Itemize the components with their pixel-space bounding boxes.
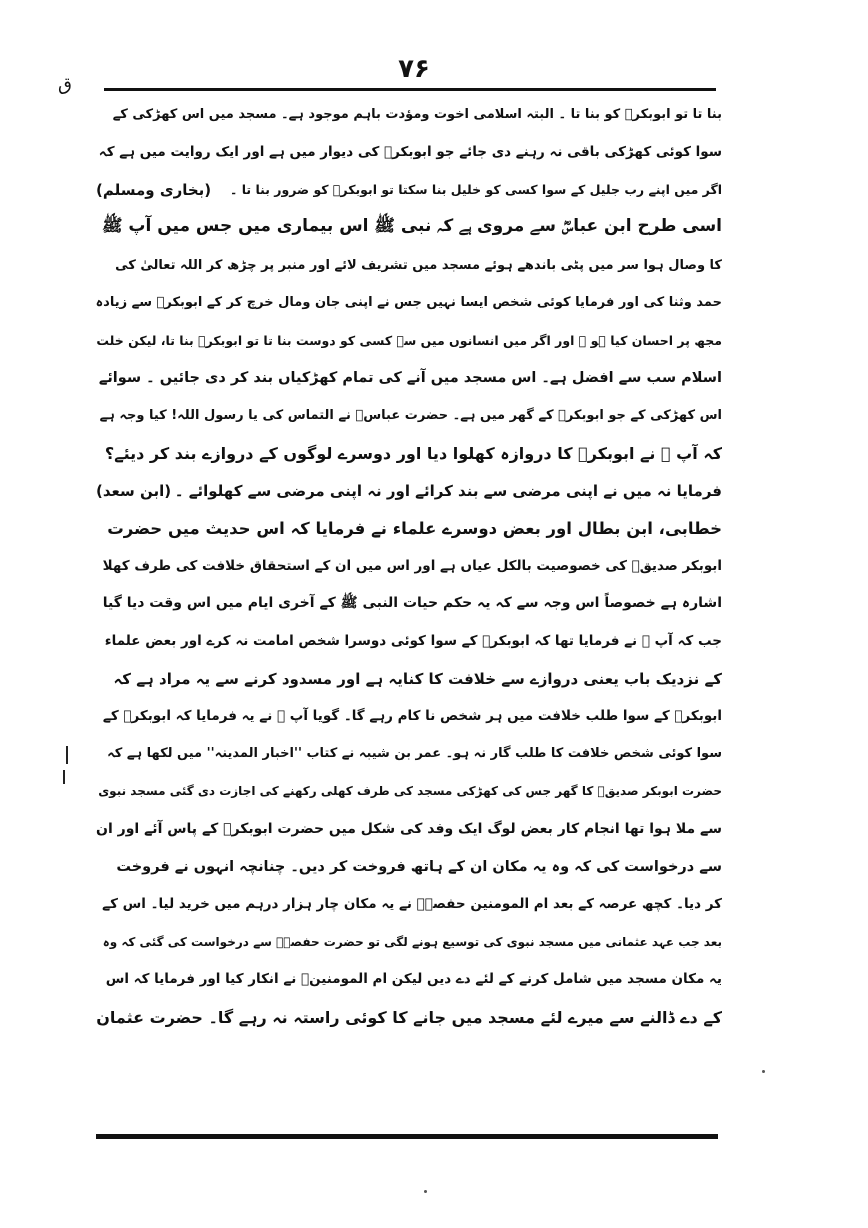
- text-line: کہ آپ ﷺ نے ابوبکرؓ کا دروازہ کھلوا دیا اور دوسرے لوگوں کے دروازے بند کر دیئے؟: [104, 443, 722, 463]
- citation: (بخاری ومسلم): [96, 180, 212, 199]
- text-line: سے ملا ہوا تھا انجام کار بعض لوگ ایک وفد کی شکل میں حضرت ابوبکرؓ کے پاس آئے اور ان: [96, 821, 722, 838]
- corner-mark: ق: [58, 74, 72, 95]
- text-line: اسلام سب سے افضل ہے۔ اس مسجد میں آنے کی تمام کھڑکیاں بند کر دی جائیں ۔ سوائے: [98, 369, 722, 386]
- scan-speck: [424, 1190, 427, 1193]
- text-line: کے نزدیک باب یعنی دروازے سے خلافت کا کنایہ ہے اور مسدود کرنے سے یہ مراد ہے کہ: [113, 669, 722, 688]
- text-line: کر دیا۔ کچھ عرصہ کے بعد ام المومنین حفصہؓ نے یہ مکان چار ہزار درہم میں خرید لیا۔ اس کے: [102, 896, 722, 913]
- text-line: کے دے ڈالنے سے میرے لئے مسجد میں جانے کا کوئی راستہ نہ رہے گا۔ حضرت عثمان: [96, 1007, 722, 1027]
- text-line: کا وصال ہوا سر میں پٹی باندھے ہوئے مسجد میں تشریف لائے اور منبر پر چڑھ کر اللہ تعالیٰ کی: [115, 257, 722, 273]
- text-line: جب کہ آپ ﷺ نے فرمایا تھا کہ ابوبکرؓ کے سوا کوئی دوسرا شخص امامت نہ کرے اور بعض علماء: [104, 633, 722, 650]
- text-line: ابوبکرؓ کے سوا طلب خلافت میں ہر شخص نا کام رہے گا۔ گویا آپ ﷺ نے یہ فرمایا کہ ابوبکرؓ کے: [102, 708, 722, 725]
- text-line: اس کھڑکی کے جو ابوبکرؓ کے گھر میں ہے۔ حضرت عباسؓ نے التماس کی یا رسول اللہ! کیا وجہ ہے: [99, 408, 722, 424]
- scan-speck: [762, 1070, 765, 1073]
- text-line: یہ مکان مسجد میں شامل کرنے کے لئے دے دیں لیکن ام المومنینؓ نے انکار کیا اور فرمایا کہ اس: [105, 971, 722, 988]
- text-line: اسی طرح ابن عباسؓ سے مروی ہے کہ نبی ﷺ اس بیماری میں جس میں آپ ﷺ: [101, 216, 722, 237]
- text-line: بعد جب عہد عثمانی میں مسجد نبوی کی توسیع ہونے لگی تو حضرت حفصہؓ سے درخواست کی گئی کہ وہ: [102, 934, 722, 949]
- page-number: ۷۶: [398, 54, 430, 84]
- text-line: خطابی، ابن بطال اور بعض دوسرے علماء نے فرمایا کہ اس حدیث میں حضرت: [107, 518, 722, 538]
- text-line: سوا کوئی شخص خلافت کا طلب گار نہ ہو۔ عمر بن شیبہ نے کتاب ''اخبار المدینہ'' میں لکھا ہے کہ: [107, 746, 722, 762]
- header-rule: [104, 88, 716, 91]
- citation: (ابن سعد): [96, 481, 172, 500]
- text-line: حمد وثنا کی اور فرمایا کوئی شخص ایسا نہیں جس نے اپنی جان ومال خرچ کر کے ابوبکرؓ سے زیادہ: [96, 295, 722, 311]
- text-line: مجھ پر احسان کیا ہو ۔ اور اگر میں انسانوں میں سے کسی کو دوست بنا تا تو ابوبکرؓ بنا تا، لیکن خلت: [96, 332, 722, 348]
- text-line: حضرت ابوبکر صدیقؓ کا گھر جس کی کھڑکی مسجد کی طرف کھلی رکھنے کی اجازت دی گئی مسجد نبوی: [98, 784, 722, 799]
- text-line: سے درخواست کی کہ وہ یہ مکان ان کے ہاتھ فروخت کر دیں۔ چنانچہ انہوں نے فروخت: [116, 858, 722, 875]
- text-line: بنا تا تو ابوبکرؓ کو بنا تا ۔ البتہ اسلامی اخوت ومؤدت باہم موجود ہے۔ مسجد میں اس کھڑکی کے: [112, 107, 722, 123]
- text-line: فرمایا نہ میں نے اپنی مرضی سے بند کرائے اور نہ اپنی مرضی سے کھلوائے ۔ (ابن سعد): [96, 481, 722, 500]
- footer-rule: [96, 1134, 718, 1139]
- margin-mark: [63, 770, 65, 784]
- text-line: ابوبکر صدیقؓ کی خصوصیت بالکل عیاں ہے اور اس میں ان کے استحقاق خلافت کی طرف کھلا: [102, 557, 722, 574]
- body-text: [96, 96, 722, 1036]
- text-line: سوا کوئی کھڑکی باقی نہ رہنے دی جائے جو ابوبکرؓ کی دیوار میں ہے اور ایک روایت میں ہے کہ: [98, 144, 722, 161]
- text-line: اشارہ ہے خصوصاً اس وجہ سے کہ یہ حکم حیات النبی ﷺ کے آخری ایام میں اس وقت دیا گیا: [102, 594, 722, 611]
- text-line: اگر میں اپنے رب جلیل کے سوا کسی کو خلیل بنا سکتا تو ابوبکرؓ کو ضرور بنا تا ۔ (بخاری ومسلم): [96, 180, 722, 199]
- margin-mark: [66, 746, 68, 764]
